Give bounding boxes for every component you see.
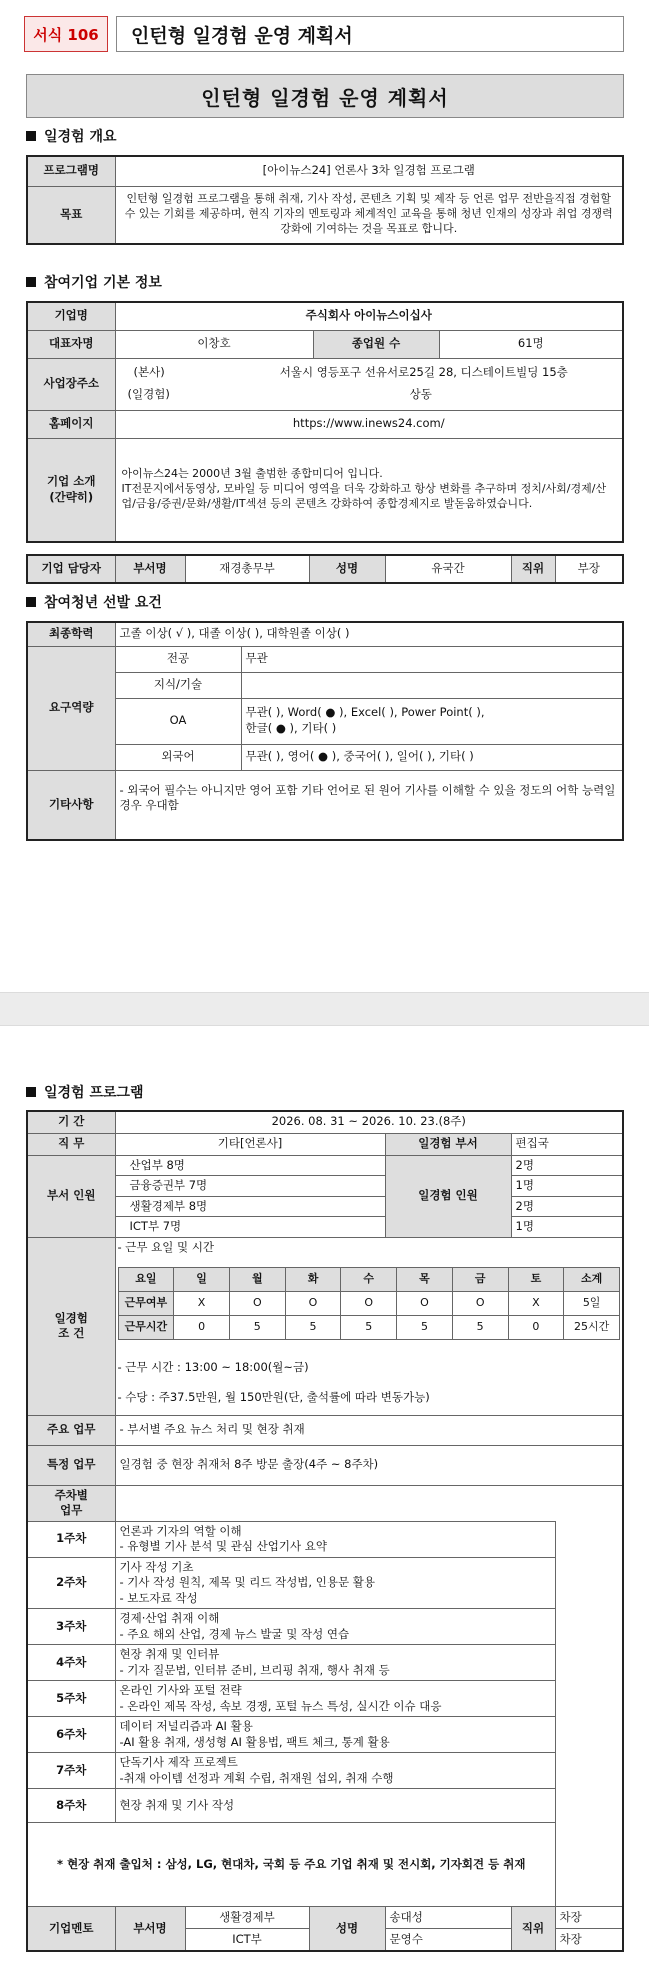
staff-item: 산업부 8명 [115, 1155, 385, 1176]
requirements-table [26, 621, 624, 841]
week-row [27, 1681, 623, 1717]
form-number-badge: 서식 106 [24, 16, 108, 52]
mentor-title-label: 직위 [511, 1907, 555, 1951]
period-value: 2026. 08. 31 ~ 2026. 10. 23.(8주) [115, 1111, 623, 1133]
goal-value: 인턴형 일경험 프로그램을 통해 취재, 기사 작성, 콘텐츠 기획 및 제작 등 언론 업무 전반을직접 경험할 수 있는 기회를 제공하며, 현직 기자의 멘토링과 체계적인 교육을 통해 청년 인재의 성장과 취업 경쟁력 강화에 기여하는 것을 목표로 합니다. [115, 186, 623, 244]
week-row [27, 1609, 623, 1645]
special-duty-label: 특정 업무 [27, 1445, 115, 1485]
schedule-cell: O [285, 1292, 341, 1316]
trainee-label: 일경험 인원 [385, 1155, 511, 1237]
week-content [115, 1789, 555, 1823]
mentor-dept: 생활경제부 [185, 1907, 309, 1929]
week-detail: - 온라인 제목 작성, 속보 경쟁, 포털 뉴스 특성, 실시간 이슈 대응 [119, 1698, 442, 1713]
company-name-label: 기업명 [27, 302, 115, 330]
mentor-name: 송대성 [385, 1907, 511, 1929]
skill-label: 지식/기술 [115, 672, 241, 698]
schedule-cell: 요일 [118, 1268, 174, 1292]
address-value [115, 358, 623, 410]
week-content [115, 1521, 555, 1557]
week-content [115, 1717, 555, 1753]
homepage-link[interactable]: https://www.inews24.com/ [115, 410, 623, 438]
contact-table [26, 554, 624, 584]
week-title: 현장 취재 및 인터뷰 [119, 1647, 220, 1662]
conditions-label: 일경험 조 건 [27, 1237, 115, 1415]
contact-title-value: 부장 [555, 555, 623, 583]
week-label: 8주차 [27, 1789, 115, 1823]
duty-label: 직 무 [27, 1133, 115, 1155]
schedule-cell: 5일 [564, 1292, 620, 1316]
week-row [27, 1717, 623, 1753]
education-label: 최종학력 [27, 622, 115, 646]
ceo-label: 대표자명 [27, 330, 115, 358]
schedule-cell: 목 [397, 1268, 453, 1292]
work-site-label: (일경험) [127, 387, 170, 401]
work-time: - 근무 시간 : 13:00 ~ 18:00(월~금) [117, 1360, 309, 1375]
competency-label: 요구역량 [27, 646, 115, 770]
program-table [26, 1110, 624, 1952]
week-label: 4주차 [27, 1645, 115, 1681]
hq-address: 서울시 영등포구 선유서로25길 28, 디스테이트빌딩 15층 [279, 365, 568, 380]
language-value: 무관( ), 영어( ● ), 중국어( ), 일어( ), 기타( ) [241, 744, 623, 770]
contact-title-label: 직위 [511, 555, 555, 583]
document-title-banner: 인턴형 일경험 운영 계획서 [26, 74, 624, 118]
company-intro-value: 아이뉴스24는 2000년 3월 출범한 종합미디어 입니다. IT전문지에서동영상, 모바일 등 미디어 영역을 더욱 강화하고 항상 변화를 추구하며 정치/사회/경제/산업/금융/증권/문화/생활/IT섹션 등의 콘텐츠 강화하여 종합경제지로 발돋움하였습니다. [115, 438, 623, 542]
week-label: 2주차 [27, 1557, 115, 1609]
conditions-title: - 근무 요일 및 시간 [117, 1239, 215, 1254]
schedule-work-row [118, 1292, 620, 1316]
mentor-dept: ICT부 [185, 1929, 309, 1951]
pay-info: - 수당 : 주37.5만원, 월 150만원(단, 출석률에 따라 변동가능) [117, 1389, 430, 1404]
week-detail: - 유형별 기사 분석 및 관심 산업기사 요약 [119, 1539, 327, 1554]
week-label: 1주차 [27, 1521, 115, 1557]
work-site-address: 상동 [409, 387, 432, 401]
mentor-title: 차장 [555, 1929, 623, 1951]
section-heading-overview: 일경험 개요 [26, 126, 117, 146]
mentor-name: 문영수 [385, 1929, 511, 1951]
week-detail: - 주요 해외 산업, 경제 뉴스 발굴 및 작성 연습 [119, 1626, 350, 1641]
main-duty-label: 주요 업무 [27, 1415, 115, 1445]
mentor-dept-label: 부서명 [115, 1907, 185, 1951]
employees-label: 종업원 수 [313, 330, 439, 358]
contact-name-label: 성명 [309, 555, 385, 583]
staff-item: 금융증권부 7명 [115, 1176, 385, 1197]
trainee-count: 1명 [511, 1176, 623, 1197]
skill-value [241, 672, 623, 698]
week-row [27, 1645, 623, 1681]
schedule-hours-row [118, 1316, 620, 1340]
schedule-cell: 5 [452, 1316, 508, 1340]
page-2 [0, 1026, 649, 1981]
section-heading-company: 참여기업 기본 정보 [26, 272, 162, 292]
week-row [27, 1557, 623, 1609]
staff-label: 부서 인원 [27, 1155, 115, 1237]
week-title: 단독기사 제작 프로젝트 [119, 1755, 238, 1770]
trainee-count: 2명 [511, 1196, 623, 1217]
week-row [27, 1753, 623, 1789]
week-detail: - 기사 작성 원칙, 제목 및 리드 작성법, 인용문 활용 [119, 1575, 375, 1590]
page-break [0, 992, 649, 1026]
homepage-label: 홈페이지 [27, 410, 115, 438]
schedule-cell: 5 [341, 1316, 397, 1340]
ceo-value: 이창호 [115, 330, 313, 358]
form-header-title: 인턴형 일경험 운영 계획서 [116, 16, 624, 52]
form-header [24, 16, 624, 54]
company-info-table [26, 301, 624, 543]
staff-item: 생활경제부 8명 [115, 1196, 385, 1217]
schedule-cell: 근무여부 [118, 1292, 174, 1316]
week-label: 3주차 [27, 1609, 115, 1645]
mentor-label: 기업멘토 [27, 1907, 115, 1951]
contact-label: 기업 담당자 [27, 555, 115, 583]
square-bullet-icon [26, 1087, 36, 1097]
schedule-cell: X [508, 1292, 564, 1316]
schedule-cell: O [341, 1292, 397, 1316]
education-value: 고졸 이상( √ ), 대졸 이상( ), 대학원졸 이상( ) [115, 622, 623, 646]
week-detail: -취재 아이템 선정과 계획 수립, 취재원 섭외, 취재 수행 [119, 1770, 394, 1785]
week-title: 경제·산업 취재 이해 [119, 1611, 220, 1626]
schedule-cell: 근무시간 [118, 1316, 174, 1340]
square-bullet-icon [26, 597, 36, 607]
week-label: 7주차 [27, 1753, 115, 1789]
special-duty-value: 일경험 중 현장 취재처 8주 방문 출장(4주 ~ 8주차) [115, 1445, 623, 1485]
week-detail: - 기자 질문법, 인터뷰 준비, 브리핑 취재, 행사 취재 등 [119, 1662, 390, 1677]
duty-value: 기타[언론사] [115, 1133, 385, 1155]
week-title: 온라인 기사와 포털 전략 [119, 1683, 242, 1698]
schedule-cell: O [452, 1292, 508, 1316]
week-row [27, 1521, 623, 1557]
week-detail: -AI 활용 취재, 생성형 AI 활용법, 팩트 체크, 통계 활용 [119, 1734, 390, 1749]
week-row [27, 1789, 623, 1823]
schedule-cell: 금 [452, 1268, 508, 1292]
schedule-cell: O [229, 1292, 285, 1316]
company-name-value: 주식회사 아이뉴스이십사 [115, 302, 623, 330]
schedule-cell: 일 [174, 1268, 230, 1292]
major-label: 전공 [115, 646, 241, 672]
week-content [115, 1557, 555, 1609]
schedule-cell: 5 [285, 1316, 341, 1340]
week-content [115, 1681, 555, 1717]
address-label: 사업장주소 [27, 358, 115, 410]
schedule-cell: 화 [285, 1268, 341, 1292]
section-heading-requirements: 참여청년 선발 요건 [26, 592, 162, 612]
conditions-value [115, 1237, 623, 1415]
hq-label: (본사) [133, 365, 165, 380]
square-bullet-icon [26, 131, 36, 141]
goal-label: 목표 [27, 186, 115, 244]
etc-value: - 외국어 필수는 아니지만 영어 포함 기타 언어로 된 원어 기사를 이해할 수 있을 정도의 어학 능력일 경우 우대함 [115, 770, 623, 840]
weekly-label: 주차별 업무 [27, 1485, 115, 1521]
schedule-cell: 소계 [564, 1268, 620, 1292]
trainee-count: 2명 [511, 1155, 623, 1176]
week-label: 6주차 [27, 1717, 115, 1753]
contact-dept-label: 부서명 [115, 555, 185, 583]
program-dept-label: 일경험 부서 [385, 1133, 511, 1155]
section-heading-program: 일경험 프로그램 [26, 1082, 144, 1102]
week-title: 현장 취재 및 기사 작성 [119, 1798, 235, 1813]
schedule-cell: O [397, 1292, 453, 1316]
company-intro-label: 기업 소개 (간략히) [27, 438, 115, 542]
employees-value: 61명 [439, 330, 623, 358]
mentor-title: 차장 [555, 1907, 623, 1929]
square-bullet-icon [26, 277, 36, 287]
trainee-count: 1명 [511, 1217, 623, 1238]
week-content [115, 1609, 555, 1645]
overview-table [26, 155, 624, 245]
schedule-cell: 5 [397, 1316, 453, 1340]
week-title: 기사 작성 기초 [119, 1559, 194, 1574]
site-note: * 현장 취재 출입처 : 삼성, LG, 현대차, 국회 등 주요 기업 취재 및 전시회, 기자회견 등 취재 [27, 1823, 555, 1907]
schedule-cell: 월 [229, 1268, 285, 1292]
schedule-cell: 토 [508, 1268, 564, 1292]
oa-label: OA [115, 698, 241, 744]
contact-name-value: 유국간 [385, 555, 511, 583]
week-detail: - 보도자료 작성 [119, 1590, 198, 1605]
language-label: 외국어 [115, 744, 241, 770]
main-duty-value: - 부서별 주요 뉴스 처리 및 현장 취재 [115, 1415, 623, 1445]
schedule-header-row [118, 1268, 620, 1292]
week-content [115, 1645, 555, 1681]
contact-dept-value: 재경총무부 [185, 555, 309, 583]
schedule-cell: 0 [174, 1316, 230, 1340]
schedule-cell: 0 [508, 1316, 564, 1340]
etc-label: 기타사항 [27, 770, 115, 840]
program-dept-value: 편집국 [511, 1133, 623, 1155]
schedule-cell: 25시간 [564, 1316, 620, 1340]
program-name-label: 프로그램명 [27, 156, 115, 186]
schedule-cell: 5 [229, 1316, 285, 1340]
schedule-cell: X [174, 1292, 230, 1316]
major-value: 무관 [241, 646, 623, 672]
schedule-table [118, 1267, 621, 1340]
mentor-name-label: 성명 [309, 1907, 385, 1951]
program-name-value: [아이뉴스24] 언론사 3차 일경험 프로그램 [115, 156, 623, 186]
period-label: 기 간 [27, 1111, 115, 1133]
oa-value: 무관( ), Word( ● ), Excel( ), Power Point( ), 한글( ● ), 기타( ) [241, 698, 623, 744]
week-content [115, 1753, 555, 1789]
week-title: 언론과 기자의 역할 이해 [119, 1523, 242, 1538]
schedule-cell: 수 [341, 1268, 397, 1292]
staff-item: ICT부 7명 [115, 1217, 385, 1238]
week-label: 5주차 [27, 1681, 115, 1717]
week-title: 데이터 저널리즘과 AI 활용 [119, 1719, 253, 1734]
